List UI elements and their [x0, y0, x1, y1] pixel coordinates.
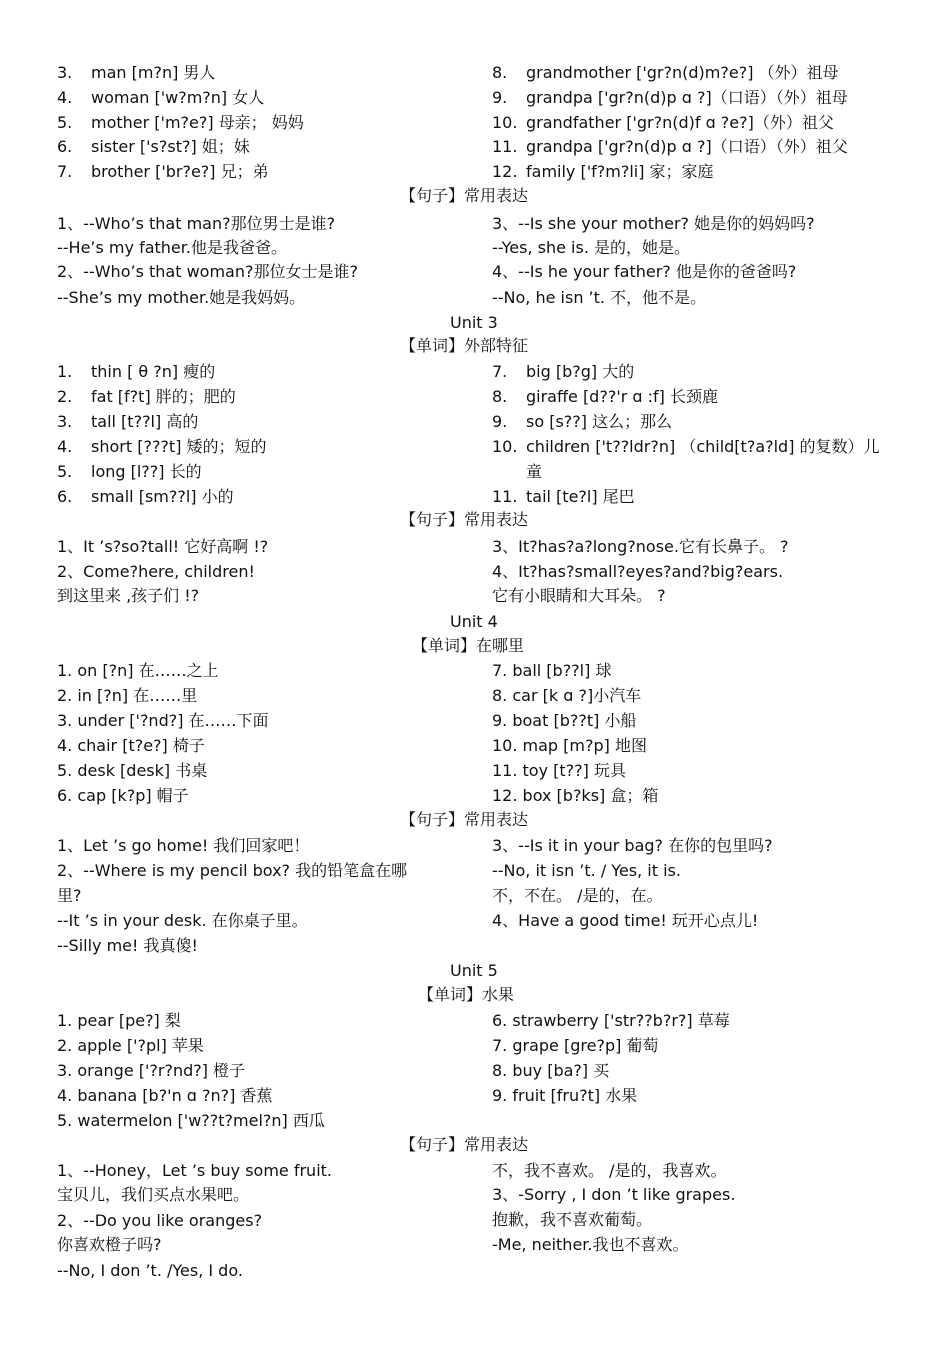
- list-item: 9. boat [b??t] 小船: [492, 711, 637, 730]
- list-item: 9. grandpa ['gr?n(d)p ɑ ?]（口语）（外）祖母: [492, 88, 848, 107]
- sentence: 2、--Who’s that woman?那位女士是谁?: [57, 262, 358, 281]
- sentence: --He’s my father.他是我爸爸。: [57, 238, 287, 257]
- sentence: 3、It?has?a?long?nose.它有长鼻子。 ?: [492, 537, 789, 556]
- sentence: -Me, neither.我也不喜欢。: [492, 1235, 689, 1254]
- list-item: 11. grandpa ['gr?n(d)p ɑ ?]（口语）（外）祖父: [492, 137, 848, 156]
- sentence: --Yes, she is. 是的，她是。: [492, 238, 691, 257]
- list-item: 7. big [b?g] 大的: [492, 362, 635, 381]
- list-item: 6. sister ['s?st?] 姐；妹: [57, 137, 250, 156]
- sentence: 1、It ’s?so?tall! 它好高啊 !?: [57, 537, 269, 556]
- sentence: --No, I don ’t. /Yes, I do.: [57, 1261, 243, 1280]
- list-item: 4. chair [t?e?] 椅子: [57, 736, 205, 755]
- sentence: 2、--Where is my pencil box? 我的铅笔盒在哪: [57, 861, 408, 880]
- sentence: 到这里来 ,孩子们 !?: [57, 586, 200, 605]
- sentence: 你喜欢橙子吗?: [57, 1235, 162, 1254]
- section-header: 【单词】在哪里: [412, 636, 525, 655]
- list-item: 2. in [?n] 在……里: [57, 686, 198, 705]
- section-header: 【单词】外部特征: [400, 336, 529, 355]
- sentence: 1、--Who’s that man?那位男士是谁?: [57, 214, 336, 233]
- list-item: 3. under ['?nd?] 在……下面: [57, 711, 269, 730]
- list-item: 3. orange ['?r?nd?] 橙子: [57, 1061, 246, 1080]
- list-item: 1. pear [pe?] 梨: [57, 1011, 181, 1030]
- list-item: 5. long [l??] 长的: [57, 462, 202, 481]
- sentence: 里?: [57, 886, 82, 905]
- sentence: --She’s my mother.她是我妈妈。: [57, 288, 306, 307]
- list-item: 7. grape [gre?p] 葡萄: [492, 1036, 659, 1055]
- list-item: 11. toy [t??] 玩具: [492, 761, 626, 780]
- unit-title: Unit 4: [450, 612, 498, 631]
- list-item: 3. tall [t??l] 高的: [57, 412, 199, 431]
- list-item: 4. banana [b?'n ɑ ?n?] 香蕉: [57, 1086, 273, 1105]
- list-item: 10. children ['t??ldr?n] （child[t?a?ld] 的复数）儿: [492, 437, 880, 456]
- list-item: 5. desk [desk] 书桌: [57, 761, 208, 780]
- sentence: 宝贝儿，我们买点水果吧。: [57, 1185, 250, 1204]
- sentence: 2、Come?here, children!: [57, 562, 255, 581]
- sentence: 3、--Is she your mother? 她是你的妈妈吗?: [492, 214, 815, 233]
- sentence: --Silly me! 我真傻!: [57, 936, 198, 955]
- list-item: 5. watermelon ['w??t?mel?n] 西瓜: [57, 1111, 325, 1130]
- sentence: 抱歉，我不喜欢葡萄。: [492, 1210, 653, 1229]
- sentence: 不，不在。 /是的，在。: [492, 886, 663, 905]
- list-item: 4. short [???t] 矮的；短的: [57, 437, 267, 456]
- list-item: 9. fruit [fru?t] 水果: [492, 1086, 638, 1105]
- list-item: 3. man [m?n] 男人: [57, 63, 216, 82]
- list-item: 8. buy [ba?] 买: [492, 1061, 610, 1080]
- list-item: 8. car [k ɑ ?]小汽车: [492, 686, 642, 705]
- section-header: 【句子】常用表达: [400, 510, 529, 529]
- list-item: 2. fat [f?t] 胖的；肥的: [57, 387, 236, 406]
- sentence: --No, he isn ’t. 不，他不是。: [492, 288, 707, 307]
- section-header: 【单词】水果: [418, 985, 515, 1004]
- sentence: 4、--Is he your father? 他是你的爸爸吗?: [492, 262, 797, 281]
- list-item: 8. giraffe [d??'r ɑ :f] 长颈鹿: [492, 387, 718, 406]
- list-item: 1. thin [ θ ?n] 瘦的: [57, 362, 216, 381]
- list-item: 11. tail [te?l] 尾巴: [492, 487, 635, 506]
- list-item: 6. small [sm??l] 小的: [57, 487, 234, 506]
- list-item: 1. on [?n] 在……之上: [57, 661, 219, 680]
- sentence: 2、--Do you like oranges?: [57, 1211, 263, 1230]
- list-item: 5. mother ['m?e?] 母亲； 妈妈: [57, 113, 304, 132]
- list-item: 10. map [m?p] 地图: [492, 736, 647, 755]
- unit-title: Unit 3: [450, 313, 498, 332]
- list-item: 2. apple ['?pl] 苹果: [57, 1036, 204, 1055]
- sentence: 1、--Honey，Let ’s buy some fruit.: [57, 1161, 332, 1180]
- list-item: 4. woman ['w?m?n] 女人: [57, 88, 265, 107]
- section-header: 【句子】常用表达: [400, 186, 529, 205]
- sentence: --It ’s in your desk. 在你桌子里。: [57, 911, 308, 930]
- list-item: 12. box [b?ks] 盒；箱: [492, 786, 659, 805]
- list-item: 9. so [s??] 这么；那么: [492, 412, 673, 431]
- sentence: 它有小眼睛和大耳朵。 ?: [492, 586, 666, 605]
- section-header: 【句子】常用表达: [400, 810, 529, 829]
- sentence: 3、-Sorry , I don ’t like grapes.: [492, 1185, 736, 1204]
- list-item: 6. strawberry ['str??b?r?] 草莓: [492, 1011, 730, 1030]
- sentence: 不，我不喜欢。 /是的，我喜欢。: [492, 1161, 727, 1180]
- sentence: 4、Have a good time! 玩开心点儿!: [492, 911, 759, 930]
- list-item: 10. grandfather ['gr?n(d)f ɑ ?e?]（外）祖父: [492, 113, 834, 132]
- section-header: 【句子】常用表达: [400, 1135, 529, 1154]
- sentence: 4、It?has?small?eyes?and?big?ears.: [492, 562, 784, 581]
- sentence: 3、--Is it in your bag? 在你的包里吗?: [492, 836, 773, 855]
- list-item: 12. family ['f?m?li] 家；家庭: [492, 162, 714, 181]
- list-item: 8. grandmother ['gr?n(d)m?e?] （外）祖母: [492, 63, 839, 82]
- unit-title: Unit 5: [450, 961, 498, 980]
- list-item: 7. brother ['br?e?] 兄；弟: [57, 162, 269, 181]
- sentence: --No, it isn ’t. / Yes, it is.: [492, 861, 681, 880]
- sentence: 1、Let ’s go home! 我们回家吧！: [57, 836, 310, 855]
- list-item: 6. cap [k?p] 帽子: [57, 786, 189, 805]
- list-item: 7. ball [b??l] 球: [492, 661, 612, 680]
- list-item: 童: [526, 462, 543, 481]
